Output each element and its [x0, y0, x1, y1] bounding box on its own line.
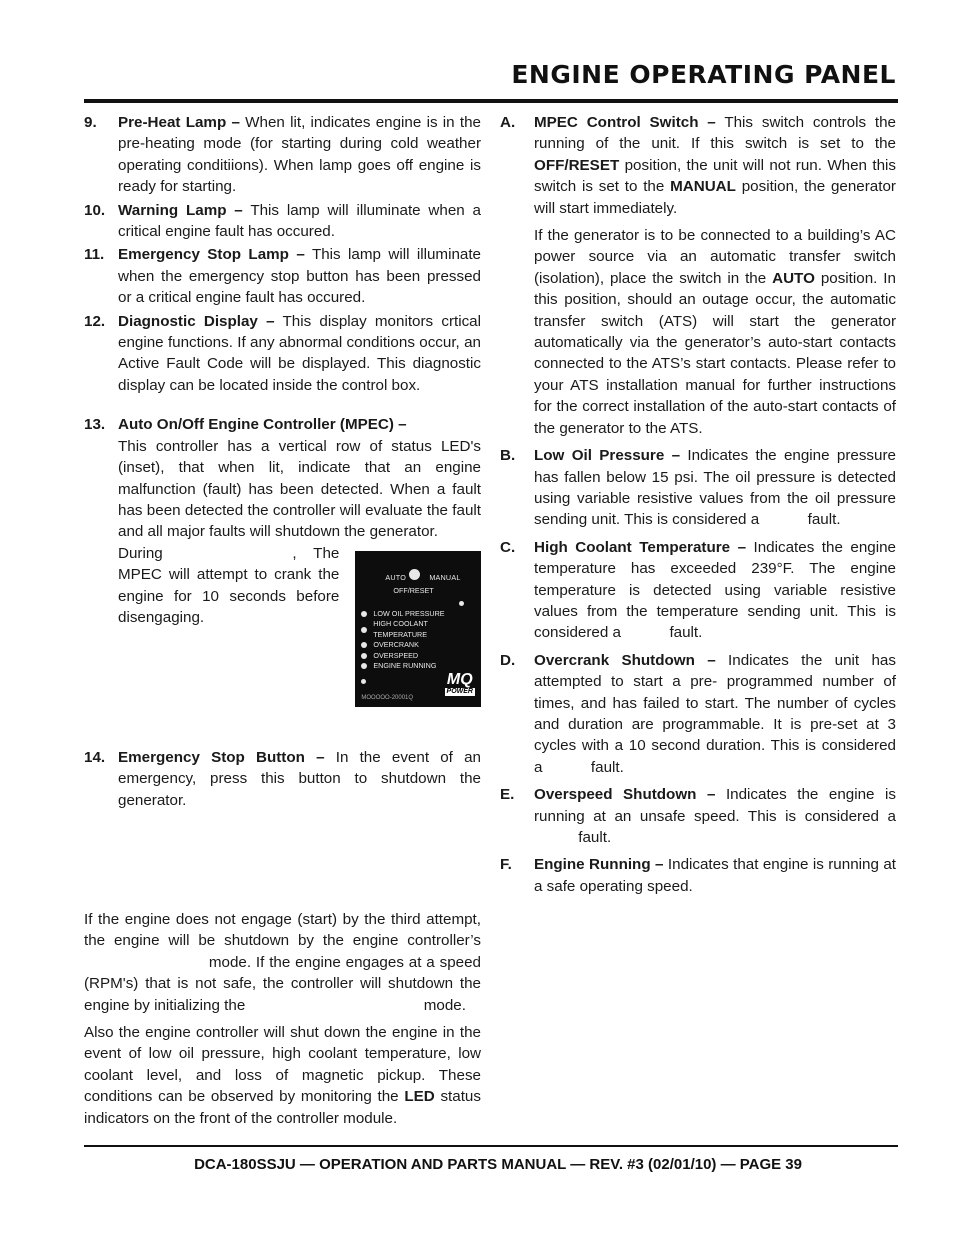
- screw-icon: [459, 601, 464, 606]
- item-text: position, the generator will start immediately.: [534, 178, 896, 217]
- item-tail: fault.: [590, 758, 624, 776]
- item-number: 13.: [84, 416, 106, 434]
- engage-c: mode.: [423, 996, 466, 1014]
- item-number: 10.: [84, 201, 106, 219]
- led-low-oil: [361, 609, 481, 620]
- item-number: 9.: [84, 114, 97, 131]
- auto-bold: AUTO: [772, 269, 815, 287]
- item-label: Auto On/Off Engine Controller (MPEC) –: [118, 416, 407, 434]
- led-overspeed: [361, 651, 481, 662]
- item-text: This lamp will illuminate when a critical engine fault has occured.: [118, 201, 481, 241]
- led-overcrank: [361, 640, 481, 651]
- item-letter: C.: [500, 538, 516, 556]
- ats-a: If the generator is to be connected to a building’s AC power source via an automatic transfer switch (isolation), place the switch in the: [534, 227, 896, 287]
- mpec-controller-inset: [355, 551, 481, 707]
- item-letter: A.: [500, 114, 516, 131]
- power-icon: [409, 569, 420, 580]
- item-text: Indicates the engine is running at an unsafe speed. This is considered a: [534, 786, 896, 825]
- item-number: 11.: [84, 246, 105, 264]
- manual-bold: MANUAL: [670, 178, 736, 196]
- led-icon: [361, 611, 367, 617]
- item-13: [84, 414, 481, 706]
- item-9: [84, 112, 481, 198]
- item-label: Overspeed Shutdown –: [534, 786, 716, 804]
- item-text: This switch controls the running of the unit. If this switch is set to the: [534, 114, 897, 153]
- also-b: status indicators on the front of the controller module.: [84, 1088, 481, 1127]
- manual-label: MANUAL: [429, 572, 461, 582]
- right-column: [500, 112, 896, 899]
- item-label: Diagnostic Display –: [118, 312, 275, 330]
- screw-icon: [361, 679, 366, 684]
- offreset-bold: OFF/RESET: [534, 156, 620, 174]
- during-b: , The MPEC will attempt to crank the engine for 10 seconds before disengaging.: [118, 544, 340, 626]
- left-column: [84, 112, 481, 1129]
- item-text: This display monitors crtical engine functions. If any abnormal conditions occur, an Active Fault Code will be displayed. This diagnostic display can be located inside the control box.: [118, 312, 482, 394]
- ats-c: position. In this position, should an outage occur, the automatic transfer switch (ATS) will start the generator automatically via the generator’s auto-start contacts connected to the ATS’s start contacts. Please refer to your ATS installation manual for further instructions for the correct installation of the auto-start contacts of the generator to the ATS.: [534, 269, 896, 437]
- engage-b: mode. If the engine engages at a speed (RPM's) that is not safe, the controller will shutdown the engine by initializing the: [84, 953, 481, 1014]
- item-12: [84, 311, 481, 397]
- item-number: 14.: [84, 748, 106, 766]
- engage-a: If the engine does not engage (start) by the third attempt, the engine will be shutdown by the engine controller’s: [84, 910, 481, 950]
- item-label: Emergency Stop Lamp –: [118, 246, 305, 264]
- item-text: Indicates that engine is running at a safe operating speed.: [534, 856, 896, 895]
- led-icon: [361, 627, 367, 633]
- item-label: MPEC Control Switch –: [534, 114, 716, 131]
- item-label: Engine Running –: [534, 856, 664, 874]
- item-f: [500, 854, 896, 897]
- led-icon: [361, 663, 367, 669]
- also-a: Also the engine controller will shut down the engine in the event of low oil pressure, high coolant temperature, low coolant level, and loss of magnetic pickup. These conditions can be observed by monitoring the: [84, 1023, 481, 1106]
- ats-paragraph: [534, 225, 896, 439]
- footer-rule: [84, 1145, 898, 1147]
- item-text: Indicates the engine pressure has fallen below 15 psi. The oil pressure is detected using variable resistive values from the oil pressure sending unit. This is considered a: [534, 447, 896, 529]
- led-list: [361, 609, 481, 672]
- mpec-row: [118, 543, 481, 707]
- auto-label: AUTO: [385, 572, 406, 582]
- engage-paragraph: [84, 909, 481, 1016]
- item-tail: fault.: [807, 511, 841, 529]
- led-label: LOW OIL PRESSURE: [373, 608, 445, 618]
- item-text: In the event of an emergency, press this button to shutdown the generator.: [118, 748, 481, 809]
- item-label: Emergency Stop Button –: [118, 748, 325, 766]
- led-label: OVERSPEED: [373, 650, 419, 660]
- item-text: This controller has a vertical row of status LED's (inset), that when lit, indicate that an engine malfunction (fault) has been detected. When a fault has been detected the controller will evaluate the fault and all major faults will shutdown the generator.: [118, 437, 481, 541]
- item-text: When lit, indicates engine is in the pre-heating mode (for starting during cold weather operating conditiions). When lamp goes off engine is ready for starting.: [118, 114, 481, 196]
- page-footer: DCA-180SSJU — OPERATION AND PARTS MANUAL — REV. #3 (02/01/10) — PAGE 39: [194, 1156, 802, 1173]
- item-text: position, the unit will not run. When this switch is set to the: [534, 156, 896, 196]
- item-letter: B.: [500, 447, 516, 465]
- item-tail: fault.: [669, 624, 703, 642]
- also-led: LED: [404, 1088, 435, 1106]
- led-label: ENGINE RUNNING: [373, 661, 437, 671]
- header-rule: [84, 99, 898, 103]
- logo-mq: MQ: [446, 670, 473, 688]
- item-text: Indicates the unit has attempted to start a pre- programmed number of times, and has failed to start. The number of cycles and duration are programmable. It is pre-set at 3 cycles with a 10 second duration. This is considered a: [534, 651, 896, 776]
- item-e: [500, 784, 896, 848]
- also-paragraph: [84, 1022, 481, 1129]
- item-c: [500, 537, 896, 644]
- item-tail: fault.: [578, 829, 612, 846]
- item-11: [84, 244, 481, 308]
- during-a: During: [118, 544, 163, 562]
- mq-power-logo: [445, 672, 475, 696]
- mpec-during-text: [118, 543, 339, 629]
- item-letter: E.: [500, 786, 515, 804]
- item-14: [84, 747, 481, 811]
- item-text: Indicates the engine temperature has exceeded 239°F. The engine temperature is detected using variable resistive values from the temperature sending unit. This is considered a: [534, 538, 896, 642]
- led-label: HIGH COOLANT TEMPERATURE: [373, 619, 428, 639]
- led-high-coolant: [361, 619, 481, 640]
- item-number: 12.: [84, 312, 106, 330]
- part-number: MOOOOO-20001Q: [361, 695, 414, 702]
- item-label: Overcrank Shutdown –: [534, 651, 716, 669]
- item-a: [500, 112, 896, 439]
- item-10: [84, 200, 481, 243]
- item-label: High Coolant Temperature –: [534, 538, 747, 556]
- led-icon: [361, 653, 367, 659]
- offreset-label: OFF/RESET: [393, 585, 434, 595]
- item-text: This lamp will illuminate when the emergency stop button has been pressed or a critical engine fault has occured.: [118, 246, 481, 307]
- item-label: Pre-Heat Lamp –: [118, 114, 240, 131]
- item-letter: D.: [500, 651, 516, 669]
- logo-power: POWER: [446, 687, 473, 695]
- item-label: Warning Lamp –: [118, 201, 243, 219]
- page-title: ENGINE OPERATING PANEL: [511, 60, 896, 89]
- item-label: Low Oil Pressure –: [534, 447, 681, 465]
- led-label: OVERCRANK: [373, 640, 419, 650]
- led-icon: [361, 642, 367, 648]
- item-b: [500, 445, 896, 531]
- item-d: [500, 650, 896, 778]
- item-letter: F.: [500, 856, 512, 874]
